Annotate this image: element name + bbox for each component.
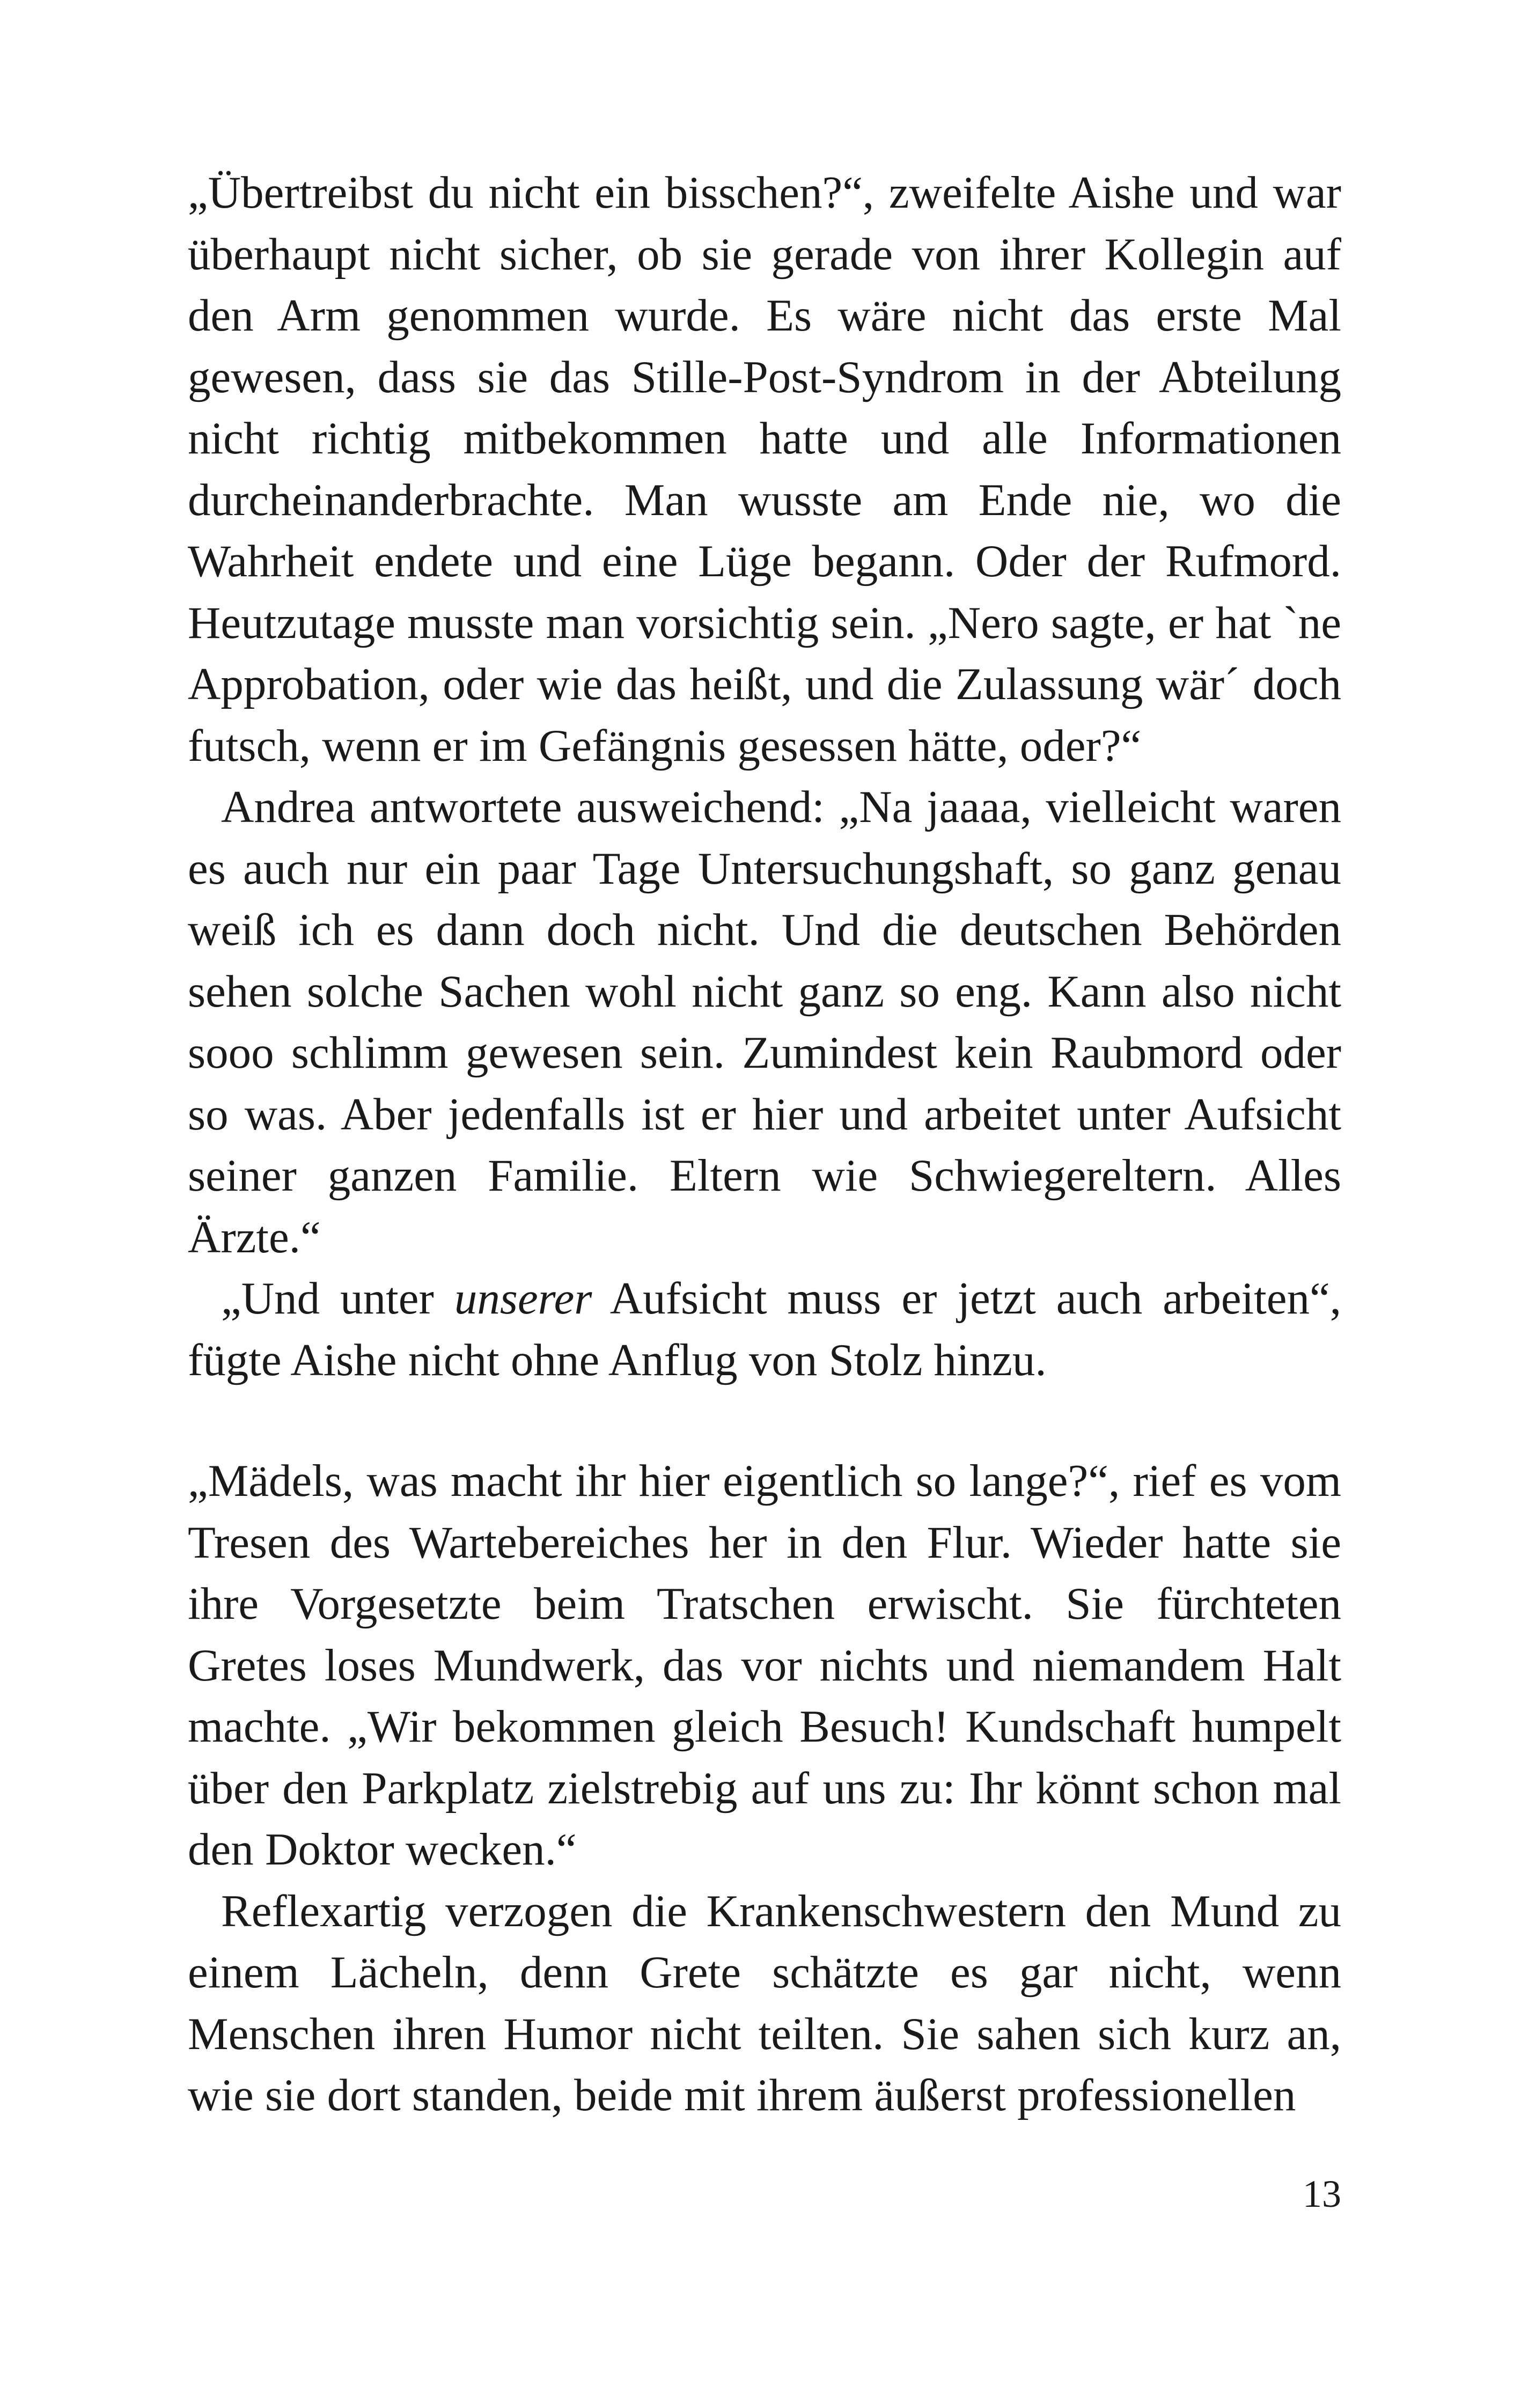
paragraph-text: Aufsicht muss er jetzt auch arbeiten“, fügte Aishe nicht ohne Anflug von Stolz hinzu.: [188, 1273, 1341, 1385]
emphasized-word: unserer: [454, 1273, 592, 1324]
paragraph: „Übertreibst du nicht ein bisschen?“, zweifelte Aishe und war überhaupt nicht sicher, ob sie gerade von ihrer Kollegin auf den Arm genommen wurde. Es wäre nicht das erste Mal gewesen, dass sie das Stille-Post-Syndrom in der Abteilung nicht richtig mitbekommen hatte und alle Informationen durcheinanderbrachte. Man wusste am Ende nie, wo die Wahrheit endete und eine Lüge begann. Oder der Rufmord. Heutzutage musste man vorsichtig sein. „Nero sagte, er hat `ne Approbation, oder wie das heißt, und die Zulassung wär´ doch futsch, wenn er im Gefängnis gesessen hätte, oder?“: [188, 167, 1341, 771]
paragraph: Andrea antwortete ausweichend: „Na jaaaa, vielleicht waren es auch nur ein paar Tage Untersuchungshaft, so ganz genau weiß ich es dann doch nicht. Und die deutschen Behörden sehen solche Sachen wohl nicht ganz so eng. Kann also nicht sooo schlimm gewesen sein. Zumindest kein Raubmord oder so was. Aber jedenfalls ist er hier und arbeitet unter Aufsicht seiner ganzen Familie. Eltern wie Schwiegereltern. Alles Ärzte.“: [188, 782, 1341, 1262]
paragraph: Reflexartig verzogen die Krankenschwestern den Mund zu einem Lächeln, denn Grete schätzte es gar nicht, wenn Menschen ihren Humor nicht teilten. Sie sahen sich kurz an, wie sie dort standen, beide mit ihrem äußerst professionellen: [188, 1885, 1341, 2120]
paragraph: „Mädels, was macht ihr hier eigentlich so lange?“, rief es vom Tresen des Wartebereiches her in den Flur. Wieder hatte sie ihre Vorgesetzte beim Tratschen erwischt. Sie fürchteten Gretes loses Mundwerk, das vor nichts und niemandem Halt machte. „Wir bekommen gleich Besuch! Kundschaft humpelt über den Parkplatz zielstrebig auf uns zu: Ihr könnt schon mal den Doktor wecken.“: [188, 1456, 1341, 1875]
page-number: 13: [1303, 2172, 1341, 2215]
paragraph-text: „Und unter: [221, 1273, 454, 1324]
text-section-1: [188, 162, 1341, 1391]
text-section-2: [188, 1450, 1341, 2126]
paragraph: [188, 1268, 1341, 1391]
